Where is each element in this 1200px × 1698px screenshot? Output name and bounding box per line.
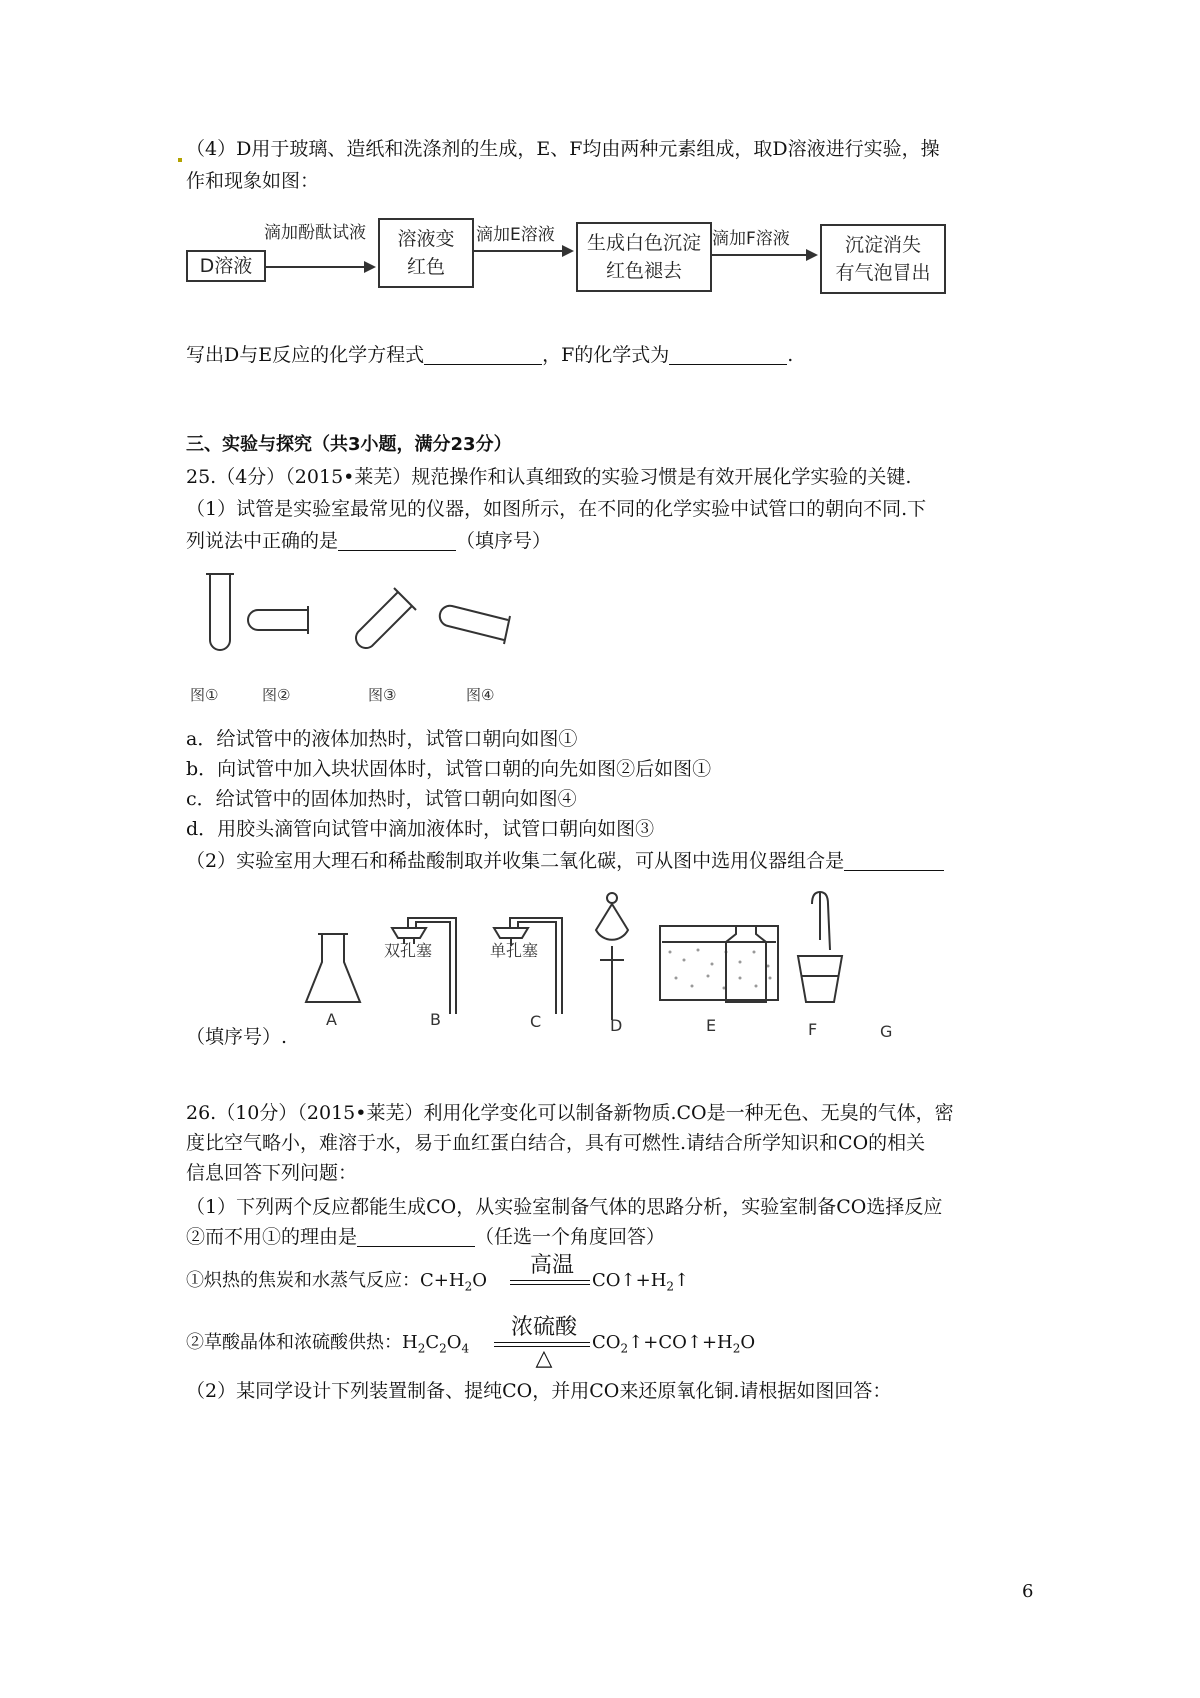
q25-option-d: d．用胶头滴管向试管中滴加液体时，试管口朝向如图③ [186,818,655,840]
q25-p1-line2: 列说法中正确的是 （填序号） [186,530,552,552]
q26-p1-line1: （1）下列两个反应都能生成CO，从实验室制备气体的思路分析，实验室制备CO选择反应 [186,1196,943,1218]
q24-4-line2: 作和现象如图： [186,170,320,192]
answer-blank-q25-1[interactable] [338,530,456,551]
equation-1-condition: 高温 [529,1253,574,1278]
apparatus-stopper-two-label: 双孔塞 [384,941,433,960]
equation-2-condition-top: 浓硫酸 [510,1315,577,1340]
apparatus-label-b: B [430,1010,441,1029]
bottle-f [726,890,766,1002]
equation-1-bar [510,1280,590,1285]
apparatus-label-e: E [706,1016,717,1035]
q26-p2-line: （2）某同学设计下列装置制备、提纯CO，并用CO来还原氧化铜.请根据如图回答： [186,1380,892,1402]
q25-p1-line1: （1）试管是实验室最常见的仪器，如图所示，在不同的化学实验中试管口的朝向不同.下 [186,498,927,520]
trough-e-water [669,949,772,990]
equation-1-products: $CO↑+H_2↑$ [592,1270,690,1294]
flow-arrow-2-label: 滴加E溶液 [476,225,555,245]
q26-line1: 26.（10分）（2015•莱芜）利用化学变化可以制备新物质.CO是一种无色、无臭的气体，密 [186,1102,954,1124]
flow-arrow-3 [710,254,816,256]
flow-box-precipitate: 生成白色沉淀 红色褪去 [576,222,712,292]
margin-mark [178,158,182,162]
equation-2-products: $CO_2↑+CO↑+H_2O$ [592,1332,756,1356]
q25-option-a: a．给试管中的液体加热时，试管口朝向如图① [186,728,578,750]
apparatus-label-f: F [808,1020,818,1039]
answer-blank-q25-2[interactable] [844,850,944,871]
tube-label-1: 图① [190,686,219,704]
flow-box-red: 溶液变 红色 [378,218,474,288]
q25-p2-line2: （填序号）. [186,1026,288,1048]
q24-4-answer-line: 写出D与E反应的化学方程式 ，F的化学式为 . [186,344,794,366]
test-tube-figures [186,568,556,688]
q26-p1-line2: ②而不用①的理由是 （任选一个角度回答） [186,1226,666,1248]
tube-fig2 [248,606,308,634]
apparatus-label-a: A [326,1010,337,1029]
apparatus-label-c: C [530,1012,542,1031]
apparatus-label-g: G [880,1022,893,1041]
answer-blank-formula[interactable] [669,344,787,365]
tube-fig4 [440,606,510,644]
q26-line3: 信息回答下列问题： [186,1162,358,1184]
apparatus-stopper-one-label: 单孔塞 [490,941,539,960]
stopper-b [392,918,456,1014]
equation-1: ①炽热的焦炭和水蒸气反应：$C+H_2O$ [186,1270,487,1294]
flow-arrow-3-label: 滴加F溶液 [712,229,790,249]
q25-stem: 25.（4分）（2015•莱芜）规范操作和认真细致的实验习惯是有效开展化学实验的关键. [186,466,912,488]
reaction-flow-diagram [186,223,1044,318]
answer-blank-equation[interactable] [424,344,542,365]
q24-4-line1: （4）D用于玻璃、造纸和洗涤剂的生成，E、F均由两种元素组成，取D溶液进行实验，操 [186,138,940,160]
tube-label-4: 图④ [466,686,495,704]
flow-box-dissolved: 沉淀消失 有气泡冒出 [820,224,946,294]
stopper-c [494,918,562,1014]
flow-arrow-2 [472,250,572,252]
section-heading: 三、实验与探究（共3小题，满分23分） [186,434,512,455]
flow-arrow-1-label: 滴加酚酞试液 [264,223,366,243]
page-number: 6 [1022,1581,1034,1602]
flow-box-d-solution: D溶液 [186,250,266,282]
answer-blank-q26-1[interactable] [357,1226,475,1247]
tube-label-2: 图② [262,686,291,704]
apparatus-g [798,892,842,1002]
tube-fig3 [356,588,416,648]
q25-option-b: b．向试管中加入块状固体时，试管口朝的向先如图②后如图① [186,758,712,780]
q26-line2: 度比空气略小，难溶于水，易于血红蛋白结合，具有可燃性.请结合所学知识和CO的相关 [186,1132,926,1154]
flask-a [306,934,360,1002]
equation-2-condition-bottom: △ [535,1346,553,1371]
tube-label-3: 图③ [368,686,397,704]
equation-2: ②草酸晶体和浓硫酸供热：$H_2C_2O_4$ [186,1332,470,1356]
apparatus-figure [300,890,1040,1042]
apparatus-label-d: D [610,1016,623,1035]
funnel-d [596,893,628,1020]
tube-fig1 [206,574,234,650]
flow-arrow-1 [264,266,374,268]
q25-option-c: c．给试管中的固体加热时，试管口朝向如图④ [186,788,577,810]
q25-p2-line1: （2）实验室用大理石和稀盐酸制取并收集二氧化碳，可从图中选用仪器组合是 [186,848,944,874]
